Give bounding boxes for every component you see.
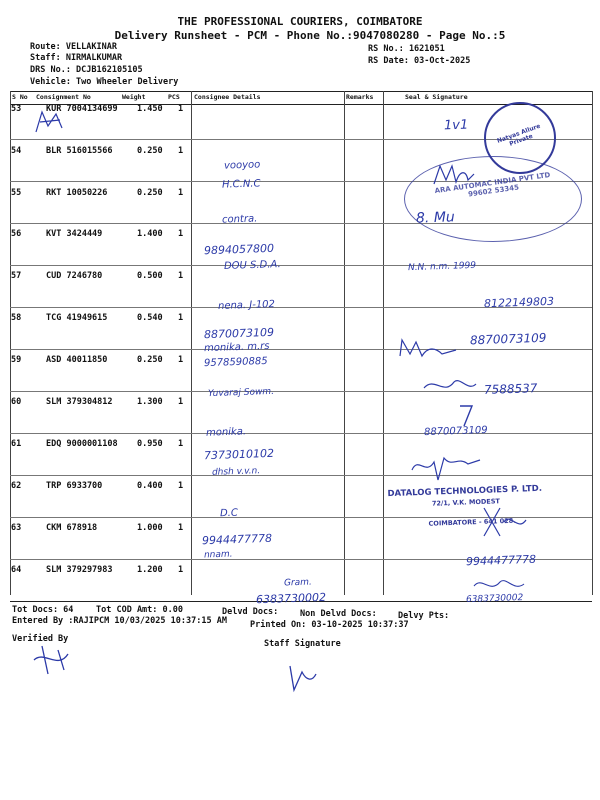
delivery-points: Delvy Pts: <box>398 611 450 621</box>
row-sno: 64 <box>11 565 22 575</box>
row-sno: 56 <box>11 229 22 239</box>
delivered-docs: Delvd Docs: <box>222 607 279 617</box>
row-weight: 0.540 <box>137 313 163 323</box>
row-consignment: SLM 379304812 <box>46 397 113 407</box>
handwritten-consignee: 6383730002 <box>255 590 327 607</box>
handwritten-consignee: 9944477778 <box>201 531 273 548</box>
handwritten-consignee: Yuvaraj Sowm. <box>207 386 275 400</box>
row-divider <box>10 433 592 434</box>
row-pcs: 1 <box>178 523 184 533</box>
handwritten-signature: 8870073109 <box>469 330 547 348</box>
col-weight: Weight <box>122 93 146 101</box>
handwritten-consignee: 7373010102 <box>203 446 275 463</box>
handwritten-consignee: 8870073109 <box>203 325 275 342</box>
grid-line <box>191 91 192 595</box>
staff-signature-icon <box>284 660 320 696</box>
grid-line <box>344 91 345 595</box>
signature-scribble-icon <box>420 372 480 400</box>
handwritten-signature: 9944477778 <box>465 552 537 569</box>
verifier-signature-icon <box>28 640 78 680</box>
col-consignment: Consignment No <box>36 93 91 101</box>
row-sno: 57 <box>11 271 22 281</box>
row-pcs: 1 <box>178 104 184 114</box>
row-consignment: EDQ 9000001108 <box>46 439 118 449</box>
staff-signature-label: Staff Signature <box>264 639 341 649</box>
row-consignment: CUD 7246780 <box>46 271 103 281</box>
row-consignment: TCG 41949615 <box>46 313 108 323</box>
non-delivered-docs: Non Delvd Docs: <box>300 609 377 619</box>
stamp-company-name: DATALOG TECHNOLOGIES P. LTD. <box>387 483 543 500</box>
col-seal: Seal & Signature <box>405 93 468 101</box>
row-weight: 0.950 <box>137 439 163 449</box>
row-consignment: KVT 3424449 <box>46 229 103 239</box>
row-sno: 63 <box>11 523 22 533</box>
total-cod: Tot COD Amt: 0.00 <box>96 605 183 615</box>
company-stamp <box>387 483 568 529</box>
handwritten-consignee: monika. m.rs <box>203 340 270 355</box>
row-sno: 58 <box>11 313 22 323</box>
handwritten-signature: 6383730002 <box>465 593 524 605</box>
signature-scribble-icon <box>470 572 530 596</box>
row-consignment: KUR 7004134699 <box>46 104 118 114</box>
handwritten-consignee: 9578590885 <box>203 355 268 370</box>
stamp-text: ARA AUTOMAC INDIA PVT LTD 99602 53345 <box>434 170 551 199</box>
row-sno: 55 <box>11 188 22 198</box>
staff-label: Staff: NIRMALKUMAR <box>30 53 123 63</box>
row-pcs: 1 <box>178 271 184 281</box>
runsheet-subtitle: Delivery Runsheet - PCM - Phone No.:9047080280 - Page No.:5 <box>114 29 506 42</box>
grid-line <box>10 91 11 595</box>
printed-on: Printed On: 03-10-2025 10:37:37 <box>250 620 409 630</box>
row-consignment: BLR 516015566 <box>46 146 113 156</box>
row-pcs: 1 <box>178 313 184 323</box>
handwritten-consignee: nnam. <box>203 549 233 561</box>
handwritten-signature: 7588537 <box>483 381 538 397</box>
row-weight: 1.450 <box>137 104 163 114</box>
handwritten-consignee: DOU S.D.A. <box>223 259 281 272</box>
drs-number: DRS No.: DCJB162105105 <box>30 65 143 75</box>
col-sno: S No <box>12 93 28 101</box>
row-sno: 61 <box>11 439 22 449</box>
row-sno: 59 <box>11 355 22 365</box>
row-pcs: 1 <box>178 229 184 239</box>
row-weight: 1.400 <box>137 229 163 239</box>
row-sno: 60 <box>11 397 22 407</box>
company-title: THE PROFESSIONAL COURIERS, COIMBATORE <box>177 15 423 28</box>
grid-line <box>592 91 593 595</box>
entered-by: Entered By :RAJIPCM 10/03/2025 10:37:15 AM <box>12 616 227 626</box>
row-pcs: 1 <box>178 439 184 449</box>
handwritten-consignee: vooyoo <box>223 159 261 172</box>
row-consignment: ASD 40011850 <box>46 355 108 365</box>
row-pcs: 1 <box>178 397 184 407</box>
handwritten-consignee: monika. <box>205 426 247 439</box>
row-divider <box>10 349 592 350</box>
handwritten-consignee: nena. J-102 <box>217 299 276 312</box>
handwritten-signature: 8870073109 <box>423 424 488 439</box>
stamp-address-line: COIMBATORE - 641 028. <box>428 516 516 528</box>
row-weight: 0.500 <box>137 271 163 281</box>
row-pcs: 1 <box>178 355 184 365</box>
row-weight: 0.250 <box>137 188 163 198</box>
row-weight: 1.200 <box>137 565 163 575</box>
grid-line <box>383 91 384 595</box>
table-header <box>10 91 592 105</box>
stamp-address-line: 72/1, V.K. MODEST <box>431 497 501 508</box>
handwritten-consignee: D.C <box>219 507 239 520</box>
col-consignee: Consignee Details <box>194 93 261 101</box>
row-consignment: CKM 678918 <box>46 523 98 533</box>
total-docs: Tot Docs: 64 <box>12 605 74 615</box>
handwritten-consignee: contra. <box>221 213 258 226</box>
route-label: Route: VELLAKINAR <box>30 42 117 52</box>
row-weight: 1.300 <box>137 397 163 407</box>
row-divider <box>10 475 592 476</box>
row-sno: 62 <box>11 481 22 491</box>
signature-scribble-icon <box>452 402 482 428</box>
handwritten-signature: 1v1 <box>443 117 469 134</box>
row-consignment: SLM 379297983 <box>46 565 113 575</box>
row-pcs: 1 <box>178 565 184 575</box>
verified-by-label: Verified By <box>12 634 69 644</box>
row-divider <box>10 265 592 266</box>
row-weight: 0.250 <box>137 355 163 365</box>
rs-date: RS Date: 03-Oct-2025 <box>368 56 471 66</box>
handwritten-signature: 8. Mu <box>415 209 456 227</box>
handwritten-signature: 8122149803 <box>483 294 555 311</box>
row-sno: 54 <box>11 146 22 156</box>
vehicle-label: Vehicle: Two Wheeler Delivery <box>30 77 179 87</box>
row-pcs: 1 <box>178 146 184 156</box>
row-sno: 53 <box>11 104 22 114</box>
signature-scribble-icon <box>396 336 466 362</box>
row-weight: 0.250 <box>137 146 163 156</box>
col-pcs: PCS <box>168 93 180 101</box>
col-remarks: Remarks <box>346 93 374 101</box>
handwritten-consignee: 9894057800 <box>203 241 275 258</box>
handwritten-consignee: Gram. <box>283 577 312 589</box>
oval-stamp <box>404 156 582 242</box>
signature-scribble-icon <box>30 104 90 140</box>
handwritten-consignee: H.C.N.C <box>221 178 261 191</box>
row-pcs: 1 <box>178 481 184 491</box>
stamp-text: Natyas Allure Private <box>496 122 542 148</box>
handwritten-consignee: dhsh v.v.n. <box>211 466 261 478</box>
row-weight: 0.400 <box>137 481 163 491</box>
row-consignment: TRP 6933700 <box>46 481 103 491</box>
rs-number: RS No.: 1621051 <box>368 44 445 54</box>
handwritten-signature: N.N. n.m. 1999 <box>407 260 477 274</box>
row-pcs: 1 <box>178 188 184 198</box>
row-weight: 1.000 <box>137 523 163 533</box>
signature-scribble-icon <box>408 450 488 484</box>
row-consignment: RKT 10050226 <box>46 188 108 198</box>
